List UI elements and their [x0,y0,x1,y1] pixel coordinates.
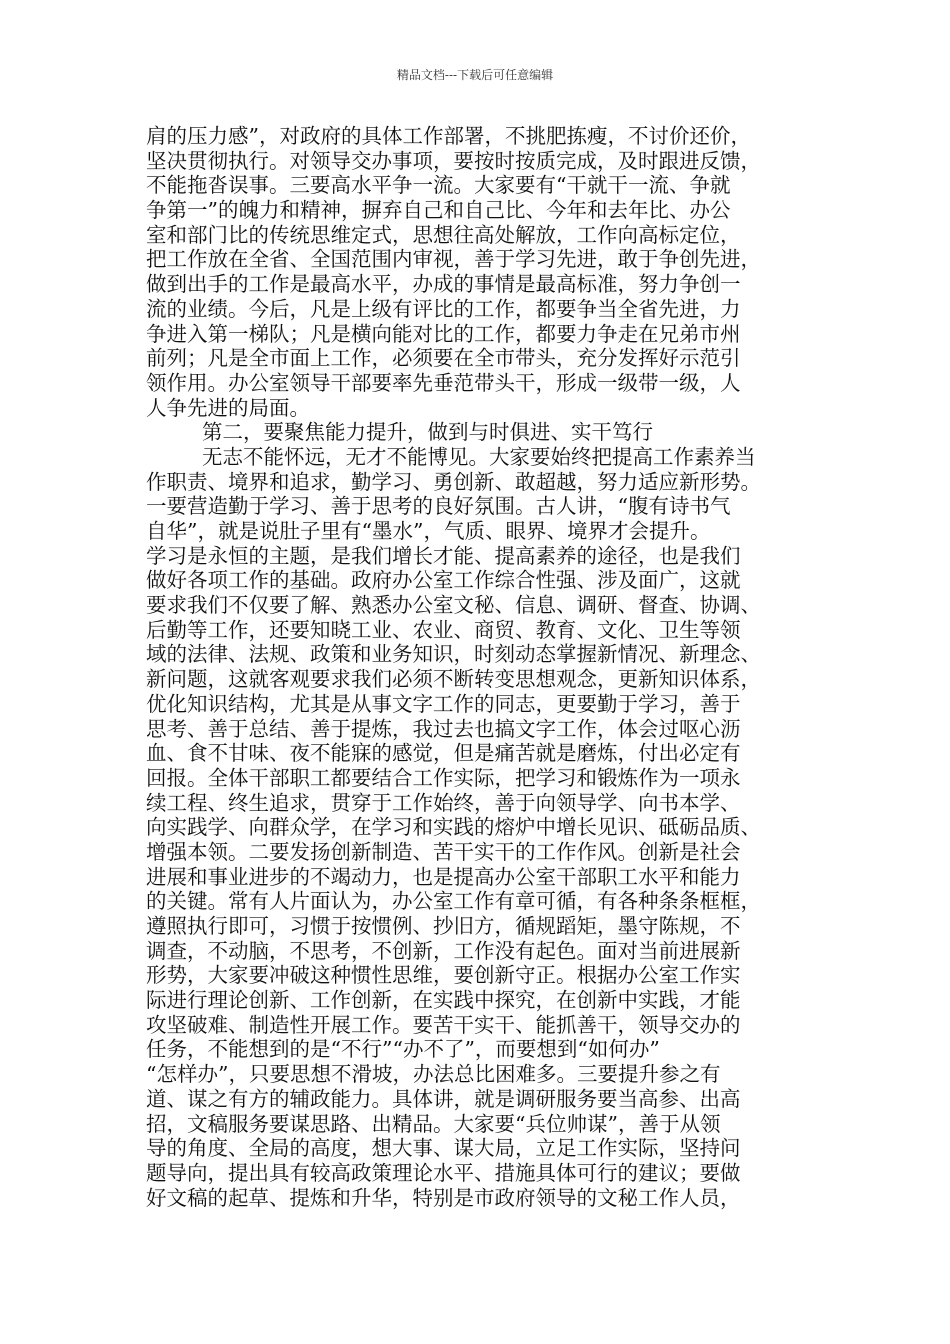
text-line: 一要营造勤于学习、善于思考的良好氛围。古人讲，“腹有诗书气 [146,494,731,519]
text-line: 形势，大家要冲破这种惯性思维，要创新守正。根据办公室工作实 [146,963,741,988]
text-line: 前列；凡是全市面上工作，必须要在全市带头，充分发挥好示范引 [146,346,741,371]
text-line: 自华”，就是说肚子里有“墨水”，气质、眼界、境界才会提升。 [146,519,711,543]
body-text [146,124,812,1210]
text-line: 题导向，提出具有较高政策理论水平、措施具体可行的建议；要做 [146,1160,741,1185]
text-line: 遵照执行即可，习惯于按惯例、抄旧方，循规蹈矩，墨守陈规，不 [146,914,741,938]
text-line: 的关键。常有人片面认为，办公室工作有章可循，有各种条条框框， [146,889,761,914]
text-line: 争第一”的魄力和精神，摒弃自己和自己比、今年和去年比、办公 [146,198,731,223]
text-line: 做到出手的工作是最高水平，办成的事情是最高标准，努力争创一 [146,272,741,297]
text-line: 血、食不甘味、夜不能寐的感觉，但是痛苦就是磨炼，付出必定有 [146,741,741,766]
text-line: 招，文稿服务要谋思路、出精品。大家要“兵位帅谋”，善于从领 [146,1111,721,1136]
text-line: 增强本领。二要发扬创新制造、苦干实干的工作作风。创新是社会 [146,839,741,864]
text-line: 后勤等工作，还要知晓工业、农业、商贸、教育、文化、卫生等领 [146,617,741,642]
text-line: 流的业绩。今后，凡是上级有评比的工作，都要争当全省先进，力 [146,296,741,321]
page-header: 精品文档---下载后可任意编辑 [396,68,554,82]
text-line: “怎样办”，只要思想不滑坡，办法总比困难多。三要提升参之有 [146,1062,721,1087]
text-line: 坚决贯彻执行。对领导交办事项，要按时按质完成，及时跟进反馈， [146,148,761,173]
text-line: 攻坚破难、制造性开展工作。要苦干实干、能抓善干，领导交办的 [146,1012,741,1037]
text-line: 调查，不动脑，不思考，不创新，工作没有起色。面对当前进展新 [146,938,741,963]
text-line: 续工程、终生追求，贯穿于工作始终，善于向领导学、向书本学、 [146,790,741,815]
text-line: 领作用。办公室领导干部要率先垂范带头干，形成一级带一级，人 [146,370,741,395]
text-line: 室和部门比的传统思维定式，思想往高处解放，工作向高标定位， [146,222,741,247]
text-line: 争进入第一梯队；凡是横向能对比的工作，都要力争走在兄弟市州 [146,321,741,346]
text-line: 思考、善于总结、善于提炼，我过去也搞文字工作，体会过呕心沥 [146,716,741,741]
text-line: 任务，不能想到的是“不行”“办不了”，而要想到“如何办” [146,1037,660,1062]
text-line: 导的角度、全局的高度，想大事、谋大局，立足工作实际，坚持问 [146,1136,741,1161]
text-line: 肩的压力感”，对政府的具体工作部署，不挑肥拣瘦，不讨价还价， [146,124,751,148]
text-line: 不能拖沓误事。三要高水平争一流。大家要有“干就干一流、争就 [146,173,731,198]
text-line: 域的法律、法规、政策和业务知识，时刻动态掌握新情况、新理念、 [146,642,761,667]
text-line: 际进行理论创新、工作创新，在实践中探究，在创新中实践，才能 [146,988,741,1013]
text-line: 把工作放在全省、全国范围内审视，善于学习先进，敢于争创先进， [146,247,761,272]
text-line: 道、谋之有方的辅政能力。具体讲，就是调研服务要当高参、出高 [146,1086,741,1111]
text-line: 人争先进的局面。 [146,395,310,420]
text-line: 回报。全体干部职工都要结合工作实际，把学习和锻炼作为一项永 [146,765,741,790]
text-line: 要求我们不仅要了解、熟悉办公室文秘、信息、调研、督查、协调、 [146,593,761,618]
text-line: 优化知识结构，尤其是从事文字工作的同志，更要勤于学习，善于 [146,691,741,716]
text-line: 做好各项工作的基础。政府办公室工作综合性强、涉及面广，这就 [146,568,741,593]
text-line: 进展和事业进步的不竭动力，也是提高办公室干部职工水平和能力 [146,864,741,889]
text-line: 学习是永恒的主题，是我们增长才能、提高素养的途径，也是我们 [146,543,741,568]
text-line: 向实践学、向群众学，在学习和实践的熔炉中增长见识、砥砺品质、 [146,815,761,840]
section-heading: 第二，要聚焦能力提升，做到与时俱进、实干笃行 [202,420,653,445]
text-line: 新问题，这就客观要求我们必须不断转变思想观念，更新知识体系， [146,667,761,692]
text-line: 作职责、境界和追求，勤学习、勇创新、敢超越，努力适应新形势。 [146,469,761,494]
text-line: 好文稿的起草、提炼和升华，特别是市政府领导的文秘工作人员， [146,1185,741,1210]
paragraph-first-line: 无志不能怀远，无才不能博见。大家要始终把提高工作素养当 [202,444,756,469]
